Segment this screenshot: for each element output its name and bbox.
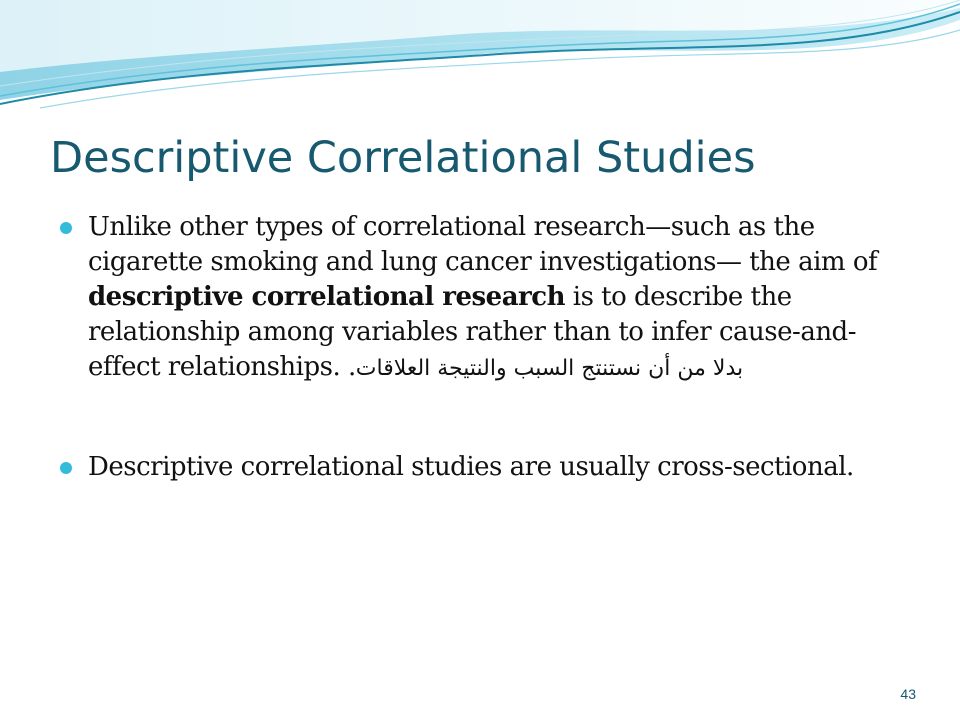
- bullet-dot-icon: [60, 462, 72, 474]
- bullet-bold-term: descriptive correlational research: [88, 282, 565, 312]
- page-number: 43: [900, 686, 916, 702]
- bullet-text-segment: Unlike other types of correlational research—such as the cigarette smoking and lung cancer investigations— the aim of: [88, 212, 878, 277]
- bullet-text-segment: is to describe the relationship among variables rather than to infer cause-and-effect relationships. .: [88, 282, 856, 382]
- bullet-item: [60, 210, 920, 386]
- bullet-text: [88, 212, 877, 382]
- arabic-translation: بدلا من أن نستنتج السبب والنتيجة العلاقات: [355, 356, 744, 381]
- bullet-list: [60, 210, 920, 485]
- bullet-text: Descriptive correlational studies are usually cross-sectional.: [88, 452, 854, 482]
- bullet-dot-icon: [60, 222, 72, 234]
- wave-header-decoration: [0, 0, 960, 120]
- slide-title: Descriptive Correlational Studies: [50, 133, 756, 183]
- bullet-item: [60, 450, 920, 485]
